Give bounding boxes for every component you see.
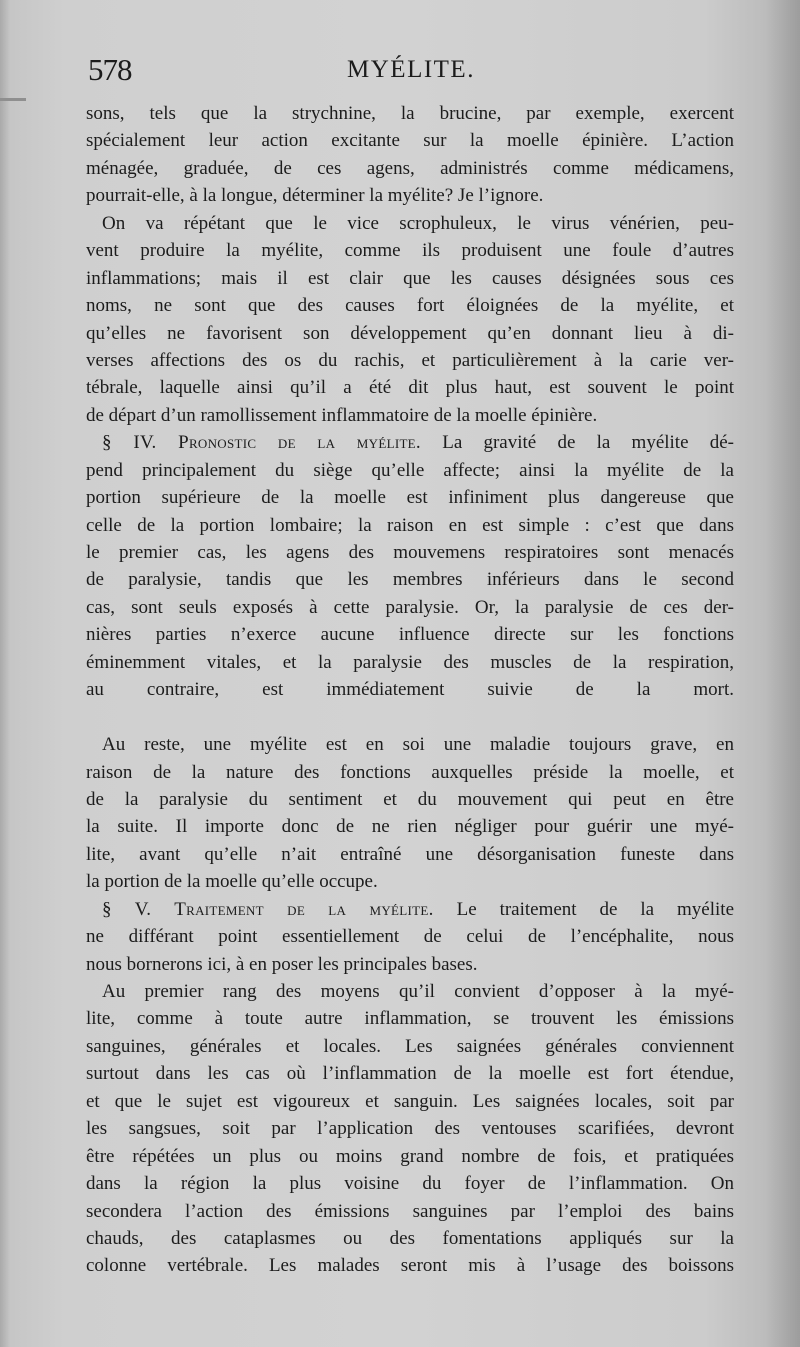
text-line: éminemment vitales, et la paralysie des muscles de la respiration,	[86, 651, 734, 673]
text-line: raison de la nature des fonctions auxquelles préside la moelle, et	[86, 761, 734, 783]
text-line: de la paralysie du sentiment et du mouvement qui peut en être	[86, 788, 734, 810]
text-line: de paralysie, tandis que les membres inférieurs dans le second	[86, 569, 734, 591]
text-line: qu’elles ne favorisent son développement qu’en donnant lieu à di-	[86, 322, 734, 344]
text-line: sanguines, générales et locales. Les saignées générales conviennent	[86, 1035, 734, 1057]
text-line	[86, 1280, 734, 1307]
text-line: de départ d’un ramollissement inflammatoire de la moelle épinière.	[86, 404, 598, 426]
paragraph-1	[86, 100, 734, 210]
text-line: chauds, des cataplasmes ou des fomentations appliqués sur la	[86, 1227, 734, 1249]
text-line: ménagée, graduée, de ces agens, administrés comme médicamens,	[86, 157, 734, 179]
section-heading: § V. Traitement de la myélite.	[102, 898, 434, 920]
text-line: secondera l’action des émissions sanguines par l’emploi des bains	[86, 1200, 734, 1222]
paragraph-6	[86, 978, 734, 1307]
text-line: et que le sujet est vigoureux et sanguin. Les saignées locales, soit par	[86, 1090, 734, 1112]
text-line: Au reste, une myélite est en soi une maladie toujours grave, en	[102, 734, 734, 756]
text-line: pend principalement du siège qu’elle affecte; ainsi la myélite de la	[86, 459, 734, 481]
text-line: On va répétant que le vice scrophuleux, le virus vénérien, peu-	[102, 212, 734, 234]
text-line: cas, sont seuls exposés à cette paralysie. Or, la paralysie de ces der-	[86, 596, 734, 618]
text-line: la suite. Il importe donc de ne rien négliger pour guérir une myé-	[86, 816, 734, 838]
text-line: spécialement leur action excitante sur la moelle épinière. L’action	[86, 130, 734, 152]
text-line: être répétées un plus ou moins grand nombre de fois, et pratiquées	[86, 1145, 734, 1167]
text-line: nous bornerons ici, à en poser les principales bases.	[86, 953, 478, 975]
section-iv-paragraph	[86, 429, 734, 731]
text-run: Le traitement de la myélite	[456, 898, 735, 920]
text-line: noms, ne sont que des causes fort éloignées de la myélite, et	[86, 295, 734, 317]
paragraph-4	[86, 731, 734, 896]
text-line: Au premier rang des moyens qu’il convient d’opposer à la myé-	[102, 981, 734, 1002]
text-line: lite, avant qu’elle n’ait entraîné une désorganisation funeste dans	[86, 843, 734, 865]
text-line: inflammations; mais il est clair que les causes désignées sous ces	[86, 267, 734, 289]
text-line	[86, 704, 734, 731]
text-line: la portion de la moelle qu’elle occupe.	[86, 871, 378, 893]
text-line: celle de la portion lombaire; la raison en est simple : c’est que dans	[86, 514, 734, 536]
text-line: le premier cas, les agens des mouvemens respiratoires sont menacés	[86, 542, 734, 563]
text-line: vent produire la myélite, comme ils produisent une foule d’autres	[86, 240, 734, 262]
section-heading-line	[86, 429, 734, 456]
text-line: ne différant point essentiellement de celui de l’encéphalite, nous	[86, 926, 734, 948]
page-header	[88, 50, 734, 90]
running-head: MYÉLITE.	[347, 56, 475, 83]
margin-mark	[0, 98, 26, 101]
text-line: sons, tels que la strychnine, la brucine, par exemple, exercent	[86, 103, 734, 124]
text-line: les sangsues, soit par l’application des ventouses scarifiées, devront	[86, 1118, 734, 1140]
page-shadow-left	[0, 0, 10, 1347]
section-heading-line	[86, 896, 734, 923]
paragraph-2	[86, 210, 734, 430]
text-line: portion supérieure de la moelle est infiniment plus dangereuse que	[86, 487, 734, 509]
section-v-paragraph	[86, 896, 734, 978]
text-line: tébrale, laquelle ainsi qu’il a été dit plus haut, est souvent le point	[86, 377, 734, 399]
section-heading: § IV. Pronostic de la myélite.	[102, 432, 421, 454]
page-number: 578	[88, 52, 132, 87]
text-line: colonne vertébrale. Les malades seront mis à l’usage des boissons	[86, 1255, 734, 1277]
body-text	[86, 100, 734, 1307]
text-line: dans la région la plus voisine du foyer de l’inflammation. On	[86, 1173, 734, 1195]
text-line: lite, comme à toute autre inflammation, se trouvent les émissions	[86, 1008, 734, 1030]
text-line: surtout dans les cas où l’inflammation de la moelle est fort étendue,	[86, 1063, 734, 1085]
text-run: La gravité de la myélite dé-	[442, 432, 735, 454]
text-line: nières parties n’exerce aucune influence directe sur les fonctions	[86, 624, 734, 646]
text-line: verses affections des os du rachis, et particulièrement à la carie ver-	[86, 349, 734, 371]
text-line: pourrait-elle, à la longue, déterminer la myélite? Je l’ignore.	[86, 185, 544, 207]
text-line: au contraire, est immédiatement suivie de la mort.	[86, 679, 734, 701]
page-shadow-right	[766, 0, 800, 1347]
